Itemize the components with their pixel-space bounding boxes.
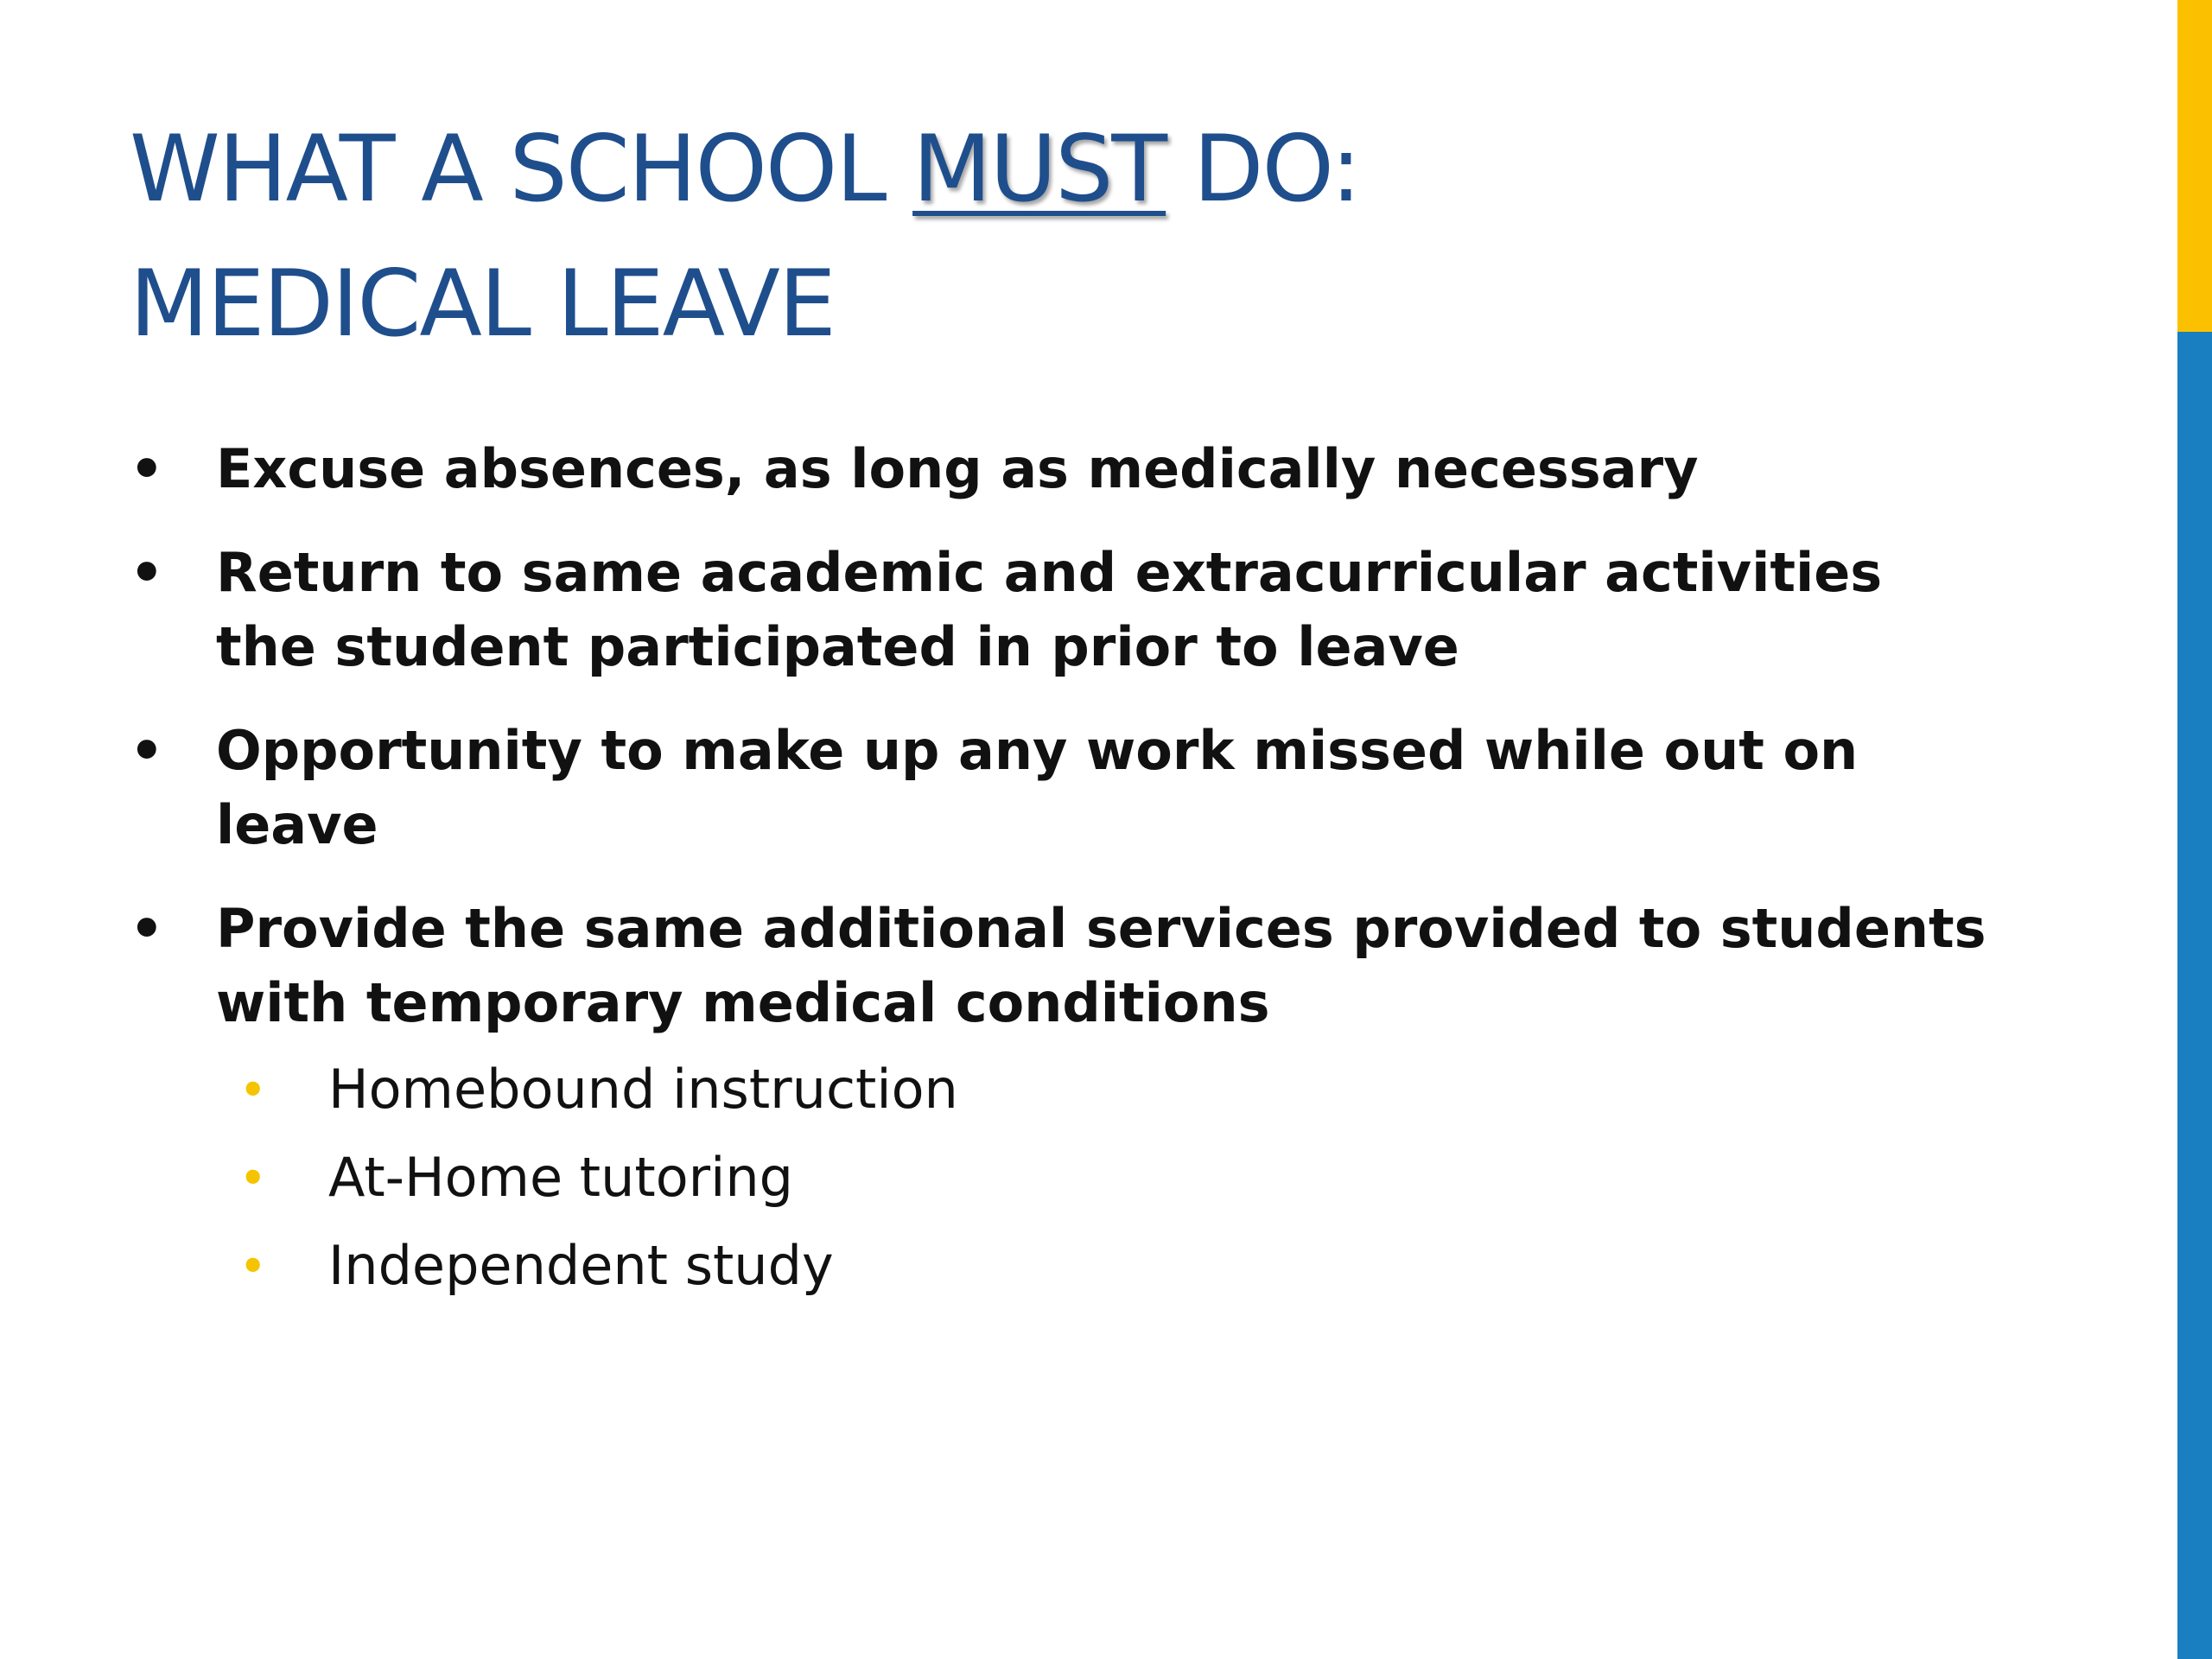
sub-bullet-item [240,1051,1987,1128]
sub-bullet-list [216,1051,1987,1305]
bullet-item [130,892,1987,1305]
bullet-list [130,432,1987,1334]
bullet-marker-icon: • [130,437,164,500]
bullet-text: Return to same academic and extracurricular activities the student participated in prior to leave [216,541,1883,678]
sub-bullet-item [240,1139,1987,1217]
bullet-marker-icon: • [130,897,164,960]
sub-bullet-marker-icon: • [240,1243,266,1289]
bullet-text: Excuse absences, as long as medically necessary [216,437,1699,500]
bullet-marker-icon: • [130,541,164,604]
title-suffix: DO: [1166,116,1360,222]
bullet-text: Provide the same additional services provided to students with temporary medical conditions [216,897,1986,1034]
bullet-text: Opportunity to make up any work missed while out on leave [216,719,1859,856]
title-line-2: MEDICAL LEAVE [130,251,835,357]
accent-bar-blue [2177,332,2212,1659]
bullet-marker-icon: • [130,719,164,782]
sub-bullet-marker-icon: • [240,1066,266,1113]
sub-bullet-item [240,1227,1987,1305]
title-line-1 [130,102,2031,237]
sub-bullet-marker-icon: • [240,1154,266,1201]
slide-title [130,102,2031,372]
sub-bullet-text: Homebound instruction [328,1058,958,1121]
bullet-item [130,536,1987,684]
bullet-item [130,714,1987,862]
accent-bar-yellow [2177,0,2212,332]
title-emphasis: MUST [912,116,1166,222]
title-prefix: WHAT A SCHOOL [130,116,913,222]
sub-bullet-text: At-Home tutoring [328,1146,794,1209]
bullet-item [130,432,1987,506]
sub-bullet-text: Independent study [328,1234,834,1297]
